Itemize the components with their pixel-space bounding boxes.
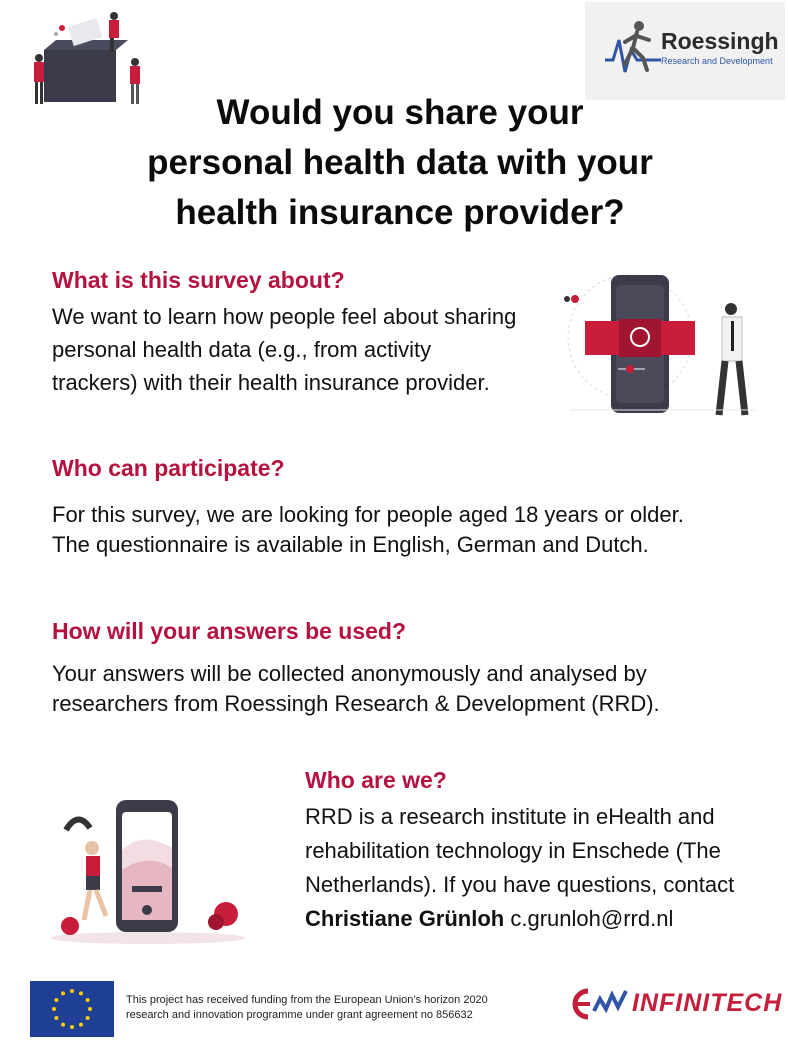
contact-email[interactable]: c.grunloh@rrd.nl bbox=[510, 906, 674, 931]
funding-line-1: This project has received funding from the European Union’s horizon 2020 bbox=[126, 994, 488, 1006]
infinitech-logo bbox=[568, 985, 783, 1023]
phone-health-illustration bbox=[555, 265, 770, 425]
page-title bbox=[60, 88, 740, 238]
text-answers-used: Your answers will be collected anonymously and analysed by researchers from Roessingh Research & Development (RRD). bbox=[52, 661, 660, 716]
runner-phone-illustration bbox=[48, 790, 248, 948]
heading-who-are-we: Who are we? bbox=[305, 767, 447, 793]
text-survey-about: We want to learn how people feel about sharing personal health data (e.g., from activity trackers) with their health insurance provider. bbox=[52, 304, 517, 395]
infinitech-text: INFINITECH bbox=[632, 989, 783, 1017]
eu-flag-icon bbox=[30, 981, 114, 1037]
infinitech-mark-icon bbox=[568, 985, 630, 1023]
logo-subtitle: Research and Development bbox=[661, 56, 773, 66]
roessingh-runner-logo bbox=[603, 20, 663, 78]
funding-statement bbox=[126, 993, 566, 1023]
contact-name: Christiane Grünloh bbox=[305, 906, 505, 931]
roessingh-logo bbox=[585, 2, 785, 100]
title-line-2: personal health data with your bbox=[147, 143, 653, 182]
funding-line-2: research and innovation programme under grant agreement no 856632 bbox=[126, 1009, 473, 1021]
title-line-1: Would you share your bbox=[216, 93, 584, 132]
text-who-can-participate: For this survey, we are looking for people aged 18 years or older. The questionnaire is available in English, German and Dutch. bbox=[52, 502, 684, 557]
text-who-are-we bbox=[305, 800, 745, 936]
logo-name: Roessingh bbox=[661, 28, 779, 54]
title-line-3: health insurance provider? bbox=[175, 193, 625, 232]
heading-who-can-participate: Who can participate? bbox=[52, 455, 285, 481]
heading-survey-about: What is this survey about? bbox=[52, 267, 345, 293]
heading-answers-used: How will your answers be used? bbox=[52, 618, 407, 644]
who-description: RRD is a research institute in eHealth and rehabilitation technology in Enschede (The Netherlands). If you have questions, contact bbox=[305, 804, 735, 897]
